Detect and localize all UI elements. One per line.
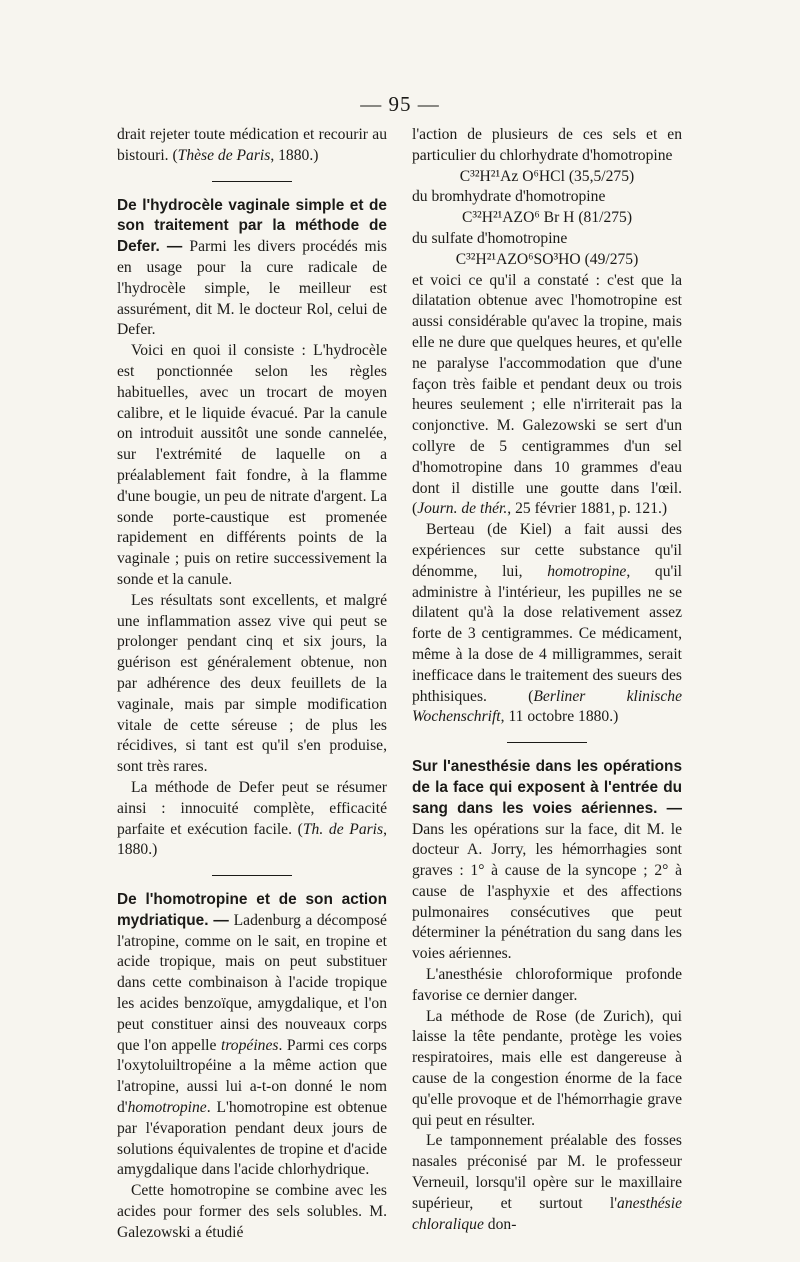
right-column [412, 125, 682, 1235]
article-heading-anesthesie: Sur l'anesthésie dans les opérations de la face qui exposent à l'entrée du sang dans les voies aériennes. — Dans les opérations sur la face, dit M. le docteur A. Jorry, les hémorrhagies sont graves : 1° à cause de la syncope ; 2° à cause de l'asphyxie et des affections pulmonaires consécutives que peut déterminer la pénétration du sang dans les voies aériennes. [412, 758, 683, 963]
paragraph: du sulfate d'homotropine [412, 229, 568, 247]
paragraph: La méthode de Defer peut se résumer ainsi : innocuité complète, efficacité parfaite et exécution facile. (Th. de Paris, 1880.) [117, 778, 387, 859]
paragraph: L'anesthésie chloroformique profonde favorise ce dernier danger. [412, 966, 682, 1004]
paragraph: Voici en quoi il consiste : L'hydrocèle est ponctionnée selon les règles habituelles, avec un trocart de moyen calibre, et le liquide évacué. Par la canule on introduit aussitôt une sonde cannelée, sur l'extrémité de laquelle on a préalablement fait fondre, à la flamme d'une bougie, un peu de nitrate d'argent. La sonde porte-caustique est promenée rapidement en différents points de la vaginale ; puis on retire successivement la sonde et la canule. [117, 342, 387, 588]
chemical-formula: C³²H²¹Az O⁶HCl (35,5/275) [459, 167, 635, 185]
chemical-formula: C³²H²¹AZO⁶ Br H (81/275) [461, 209, 633, 227]
paragraph: Berteau (de Kiel) a fait aussi des expériences sur cette substance qu'il dénomme, lui, homotropine, qu'il administre à l'intérieur, les pupilles ne se dilatent qu'à la dose relativement assez forte de 3 centigrammes. Ce médicament, même à la dose de 4 milligrammes, serait inefficace dans le traitement des sueurs des phthisiques. (Berliner klinische Wochenschrift, 11 octobre 1880.) [412, 521, 682, 726]
paragraph: du bromhydrate d'homotropine [412, 188, 606, 206]
paragraph: Cette homotropine se combine avec les acides pour former des sels solubles. M. Galezowski a étudié [117, 1182, 387, 1241]
paragraph: Les résultats sont excellents, et malgré une inflammation assez vive qui peut se prolonger pendant cinq et six jours, la guérison est généralement obtenue, non par adhérence des deux feuillets de la vaginale, mais par simple modification vitale de cette séreuse ; de plus les récidives, si tant est qu'il s'en produise, sont très rares. [117, 591, 387, 776]
left-column [117, 125, 387, 1244]
paragraph: et voici ce qu'il a constaté : c'est que la dilatation obtenue avec l'homotropine est aussi considérable qu'avec la tropine, mais elle ne dure que quelques heures, et qu'elle ne paralyse l'accommodation que d'une façon très faible et pendant deux ou trois heures seulement ; elle n'irriterait pas la conjonctive. M. Galezowski se sert d'un collyre de 5 centigrammes d'un sel d'homotropine dans 10 grammes d'eau dont il distille une goutte dans l'œil. (Journ. de thér., 25 février 1881, p. 121.) [412, 271, 682, 518]
paragraph: l'action de plusieurs de ces sels et en particulier du chlorhydrate d'homotropine [412, 126, 682, 164]
section-divider [212, 875, 292, 876]
paragraph: drait rejeter toute médication et recourir au bistouri. (Thèse de Paris, 1880.) [117, 126, 387, 164]
article-heading-homotropine: De l'homotropine et de son action mydriatique. — Ladenburg a décomposé l'atropine, comme on le sait, en tropine et acide tropique, mais on peut substituer dans cette combinaison à l'acide tropique les acides benzoïque, amygdalique, et l'on peut constituer ainsi des nouveaux corps que l'on appelle tropéines. Parmi ces corps l'oxytoluiltropéine a la même action que l'atropine, aussi lui a-t-on donné le nom d'homotropine. L'homotropine est obtenue par l'évaporation pendant deux jours de solutions équivalentes de tropine et d'acide amygdalique dans l'acide chlorhydrique. [117, 891, 387, 1179]
page-number: — 95 — [360, 92, 440, 116]
paragraph: La méthode de Rose (de Zurich), qui laisse la tête pendante, protège les voies respiratoires, mais elle est dangereuse à cause de la congestion énorme de la face qu'elle provoque et de l'hémorrhagie grave qui peut en résulter. [412, 1007, 682, 1129]
section-divider [212, 181, 292, 182]
paragraph: Le tamponnement préalable des fosses nasales préconisé par M. le professeur Verneuil, lorsqu'il opère sur le maxillaire supérieur, et surtout l'anesthésie chloralique don- [412, 1132, 682, 1233]
article-heading-hydrocele: De l'hydrocèle vaginale simple et de son traitement par la méthode de Defer. — Parmi les divers procédés mis en usage pour la cure radicale de l'hydrocèle simple, le meilleur est assurément, dit M. le docteur Rol, celui de Defer. [117, 196, 387, 339]
chemical-formula: C³²H²¹AZO⁶SO³HO (49/275) [455, 250, 639, 268]
section-divider [507, 742, 587, 743]
